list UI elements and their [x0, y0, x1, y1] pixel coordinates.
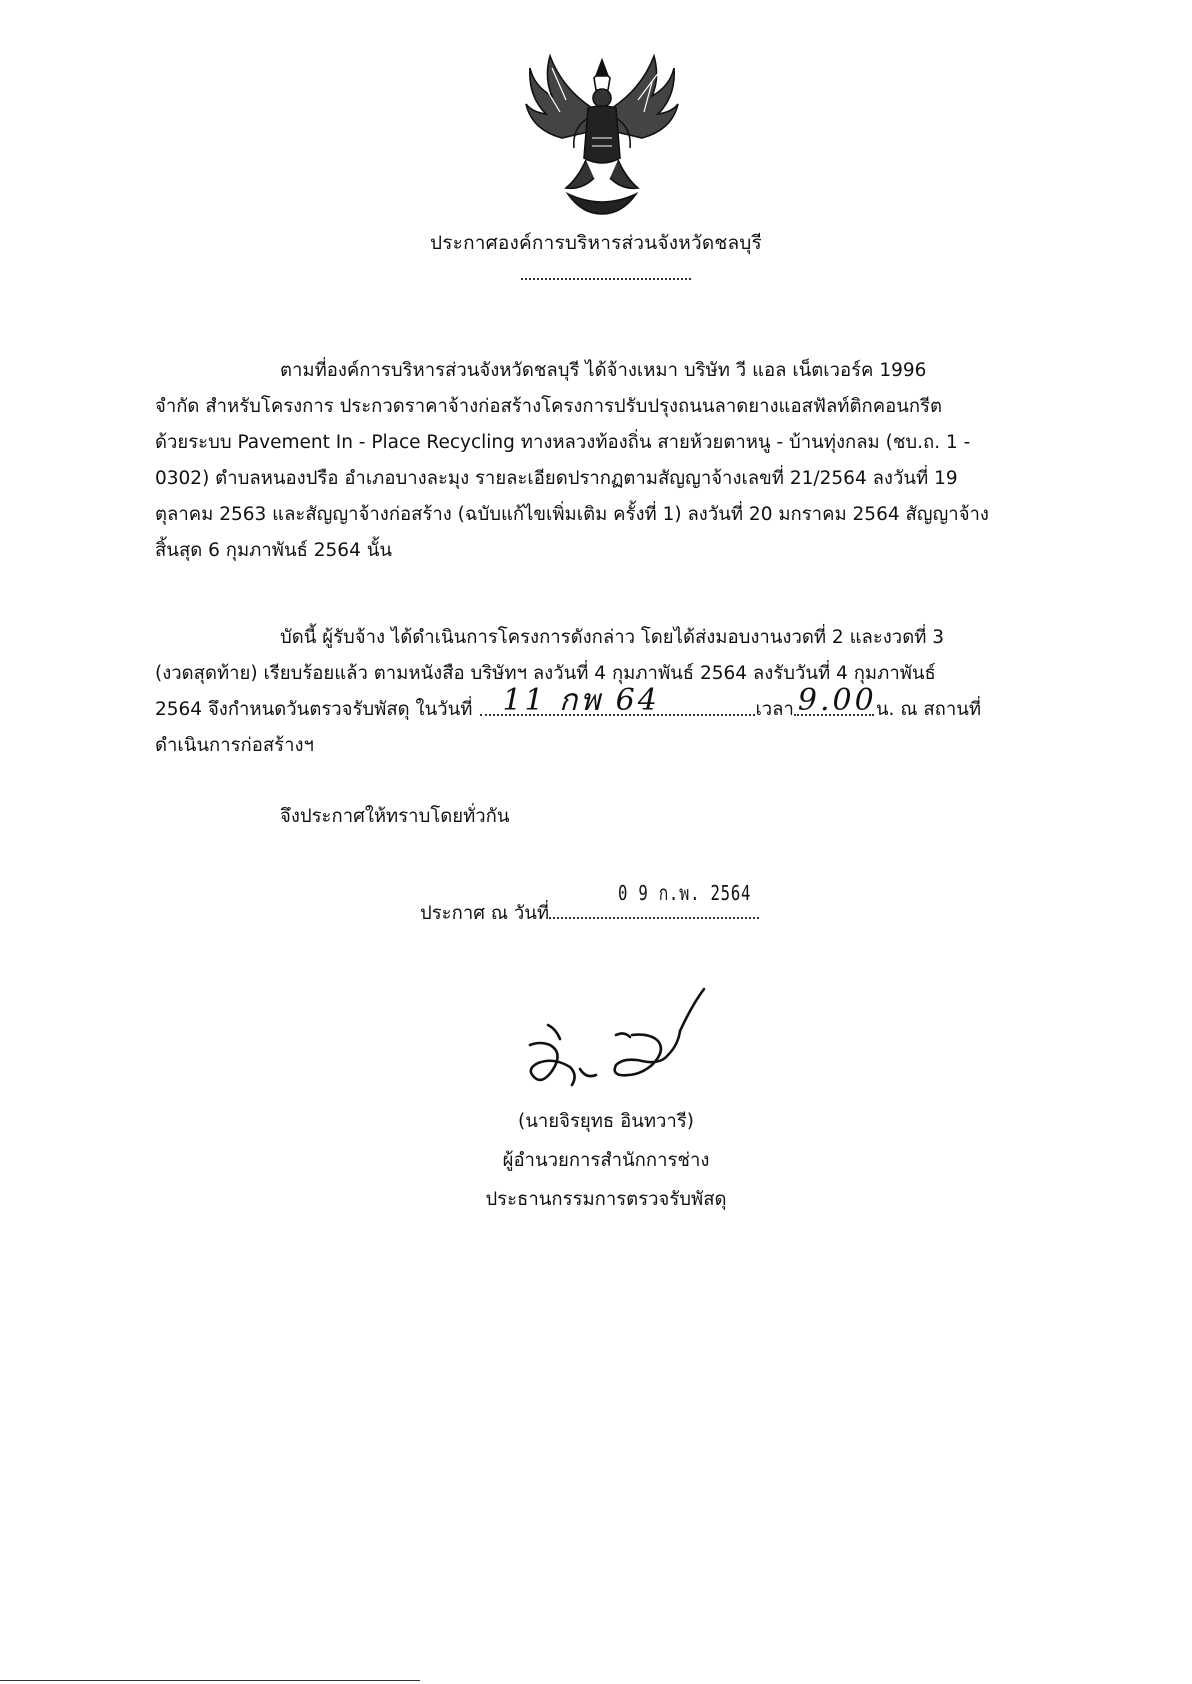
signature-block	[0, 1102, 1192, 1219]
p1-line-3: ด้วยระบบ Pavement In - Place Recycling ทางหลวงท้องถิ่น สายห้วยตาหนู - บ้านทุ่งกลม (ชบ.ถ. 1 -	[155, 432, 971, 453]
time-label: เวลา	[755, 699, 794, 720]
p1-line-6: สิ้นสุด 6 กุมภาพันธ์ 2564 นั้น	[155, 540, 393, 561]
p2-line-3-start: 2564 จึงกำหนดวันตรวจรับพัสดุ ในวันที่	[155, 699, 473, 720]
document-title: ประกาศองค์การบริหารส่วนจังหวัดชลบุรี	[430, 232, 762, 254]
signature-icon	[520, 985, 730, 1095]
p2-line-1: บัดนี้ ผู้รับจ้าง ได้ดำเนินการโครงการดังกล่าว โดยได้ส่งมอบงานงวดที่ 2 และงวดที่ 3	[280, 627, 945, 648]
p2-line-3	[155, 683, 1060, 728]
bottom-rule	[0, 1680, 420, 1681]
p1-line-2: จำกัด สำหรับโครงการ ประกวดราคาจ้างก่อสร้างโครงการปรับปรุงถนนลาดยางแอสฟัลท์ติกคอนกรีต	[155, 396, 942, 417]
p1-line-5: ตุลาคม 2563 และสัญญาจ้างก่อสร้าง (ฉบับแก้ไขเพิ่มเติม ครั้งที่ 1) ลงวันที่ 20 มกราคม 2564 สัญญาจ้าง	[155, 504, 989, 525]
closing-statement: จึงประกาศให้ทราบโดยทั่วกัน	[280, 806, 510, 827]
garuda-emblem-icon	[522, 38, 682, 216]
inspection-time-handwriting: 9.00	[797, 683, 877, 718]
signatory-position-1: ผู้อำนวยการสำนักการช่าง	[502, 1150, 710, 1171]
p1-line-4: 0302) ตำบลหนองปรือ อำเภอบางละมุง รายละเอียดปรากฏตามสัญญาจ้างเลขที่ 21/2564 ลงวันที่ 19	[155, 468, 958, 489]
signatory-name: (นายจิรยุทธ อินทวารี)	[518, 1111, 694, 1132]
inspection-date-field	[480, 683, 755, 718]
p2-line-3-end: น. ณ สถานที่	[875, 699, 982, 720]
date-stamp: 0 9 ก.พ. 2564	[618, 881, 752, 905]
inspection-date-handwriting: 11 กพ 64	[502, 683, 660, 718]
p2-line-4: ดำเนินการก่อสร้างฯ	[155, 735, 314, 756]
p2-line-2: (งวดสุดท้าย) เรียบร้อยแล้ว ตามหนังสือ บริษัทฯ ลงวันที่ 4 กุมภาพันธ์ 2564 ลงรับวันที่ 4 กุมภาพันธ์	[155, 663, 936, 684]
p1-line-1: ตามที่องค์การบริหารส่วนจังหวัดชลบุรี ได้จ้างเหมา บริษัท วี แอล เน็ตเวอร์ค 1996	[280, 360, 927, 381]
paragraph-1	[155, 353, 1060, 569]
signatory-position-2: ประธานกรรมการตรวจรับพัสดุ	[485, 1189, 727, 1210]
announce-label: ประกาศ ณ วันที่	[420, 903, 550, 924]
paragraph-2	[155, 620, 1060, 764]
title-dotted-line	[521, 276, 691, 280]
inspection-time-field	[794, 683, 877, 718]
